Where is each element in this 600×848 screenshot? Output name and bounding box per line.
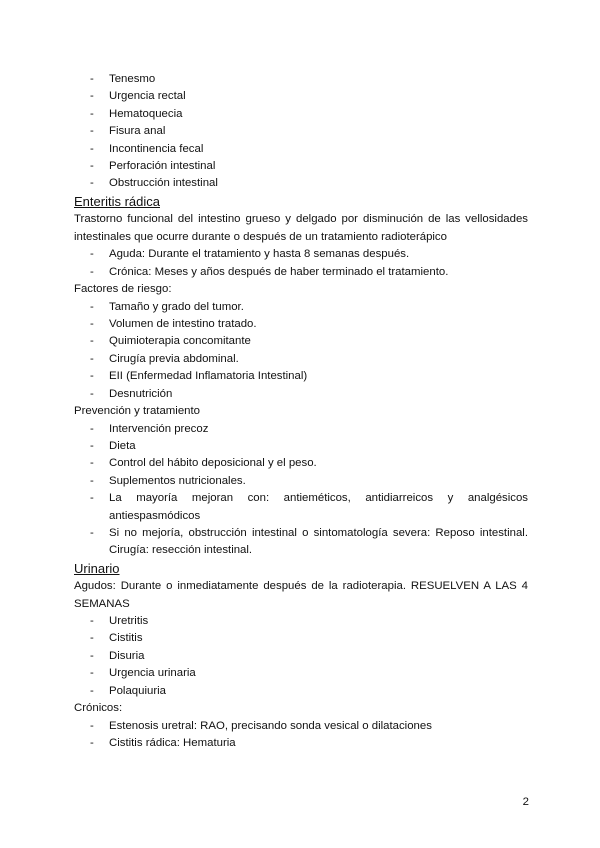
bullet-dash: - [90, 526, 94, 539]
paragraph-line: SEMANAS [74, 597, 130, 610]
bullet-dash: - [90, 684, 94, 697]
bullet-dash: - [90, 370, 94, 383]
document-page: - Tenesmo - Urgencia rectal - Hematoquecia - Fisura anal - Incontinencia fecal - Perforación intestinal - Obstrucción intestinal Enteritis rádica Trastorno funcional del intestino grueso y delgado por disminución de las vellosidades intestinales que ocurre durante o después de un tratamiento radioterápico - Aguda: Durante el tratamiento y hasta 8 semanas después. - Crónica: Meses y años después de haber terminado el tratamiento. Factores de riesgo: - Tamaño y grado del tumor. - Volumen de intestino tratado. - Quimioterapia concomitante - Cirugía previa abdominal. - EII (Enfermedad Inflamatoria Intestinal) - Desnutrición Prevención y tratamiento - Intervención precoz - Dieta - Control del hábito deposicional y el peso. - Suplementos nutricionales. - La mayoría mejoran con: antieméticos, antidiarreicos y analgésicos antiespasmódicos - Si no mejoría, obstrucción intestinal o sintomatología severa: Reposo intestinal. Cirugía: resección intestinal. Urinario Agudos: Durante o inmediatamente después de la radioterapia. RESUELVEN A LAS 4 SEMANAS - Uretritis - Cistitis - Disuria - Urgencia urinaria - Polaquiuria Crónicos: - Estenosis uretral: RAO, precisando sonda vesical o dilataciones - Cistitis rádica: Hematuria 2 [74, 73, 529, 808]
paragraph-line: Trastorno funcional del intestino grueso y delgado por disminución de las vellosidades [74, 213, 528, 225]
label-chronic: Crónicos: [74, 702, 123, 714]
bullet-dash: - [90, 248, 94, 261]
section-heading-enteritis: Enteritis rádica [74, 194, 160, 209]
bullet-dash: - [90, 492, 94, 505]
bullet-dash: - [90, 160, 94, 172]
paragraph-line: intestinales que ocurre durante o después de un tratamiento radioterápico [74, 230, 447, 243]
label-prevention: Prevención y tratamiento [74, 405, 200, 417]
bullet-dash: - [90, 352, 94, 365]
bullet-dash: - [90, 649, 94, 662]
label-risk-factors: Factores de riesgo: [74, 283, 172, 295]
page-number: 2 [522, 796, 529, 808]
bullet-dash: - [90, 317, 94, 330]
bullet-dash: - [90, 90, 94, 103]
bullet-dash: - [90, 177, 94, 190]
bullet-dash: - [90, 422, 94, 435]
bullet-dash: - [90, 142, 94, 155]
bullet-dash: - [90, 265, 94, 278]
bullet-dash: - [90, 73, 94, 85]
paragraph-line: Agudos: Durante o inmediatamente después de la radioterapia. RESUELVEN A LAS 4 [74, 580, 528, 592]
bullet-dash: - [90, 387, 94, 400]
bullet-dash: - [90, 107, 94, 120]
bullet-dash: - [90, 125, 94, 138]
bullet-dash: - [90, 632, 94, 645]
section-heading-urinario: Urinario [74, 561, 120, 576]
bullet-dash: - [90, 300, 94, 313]
bullet-dash: - [90, 335, 94, 348]
bullet-dash: - [90, 439, 94, 452]
bullet-dash: - [90, 615, 94, 627]
bullet-dash: - [90, 474, 94, 487]
bullet-dash: - [90, 719, 94, 732]
bullet-dash: - [90, 457, 94, 470]
bullet-dash: - [90, 736, 94, 749]
bullet-dash: - [90, 667, 94, 680]
